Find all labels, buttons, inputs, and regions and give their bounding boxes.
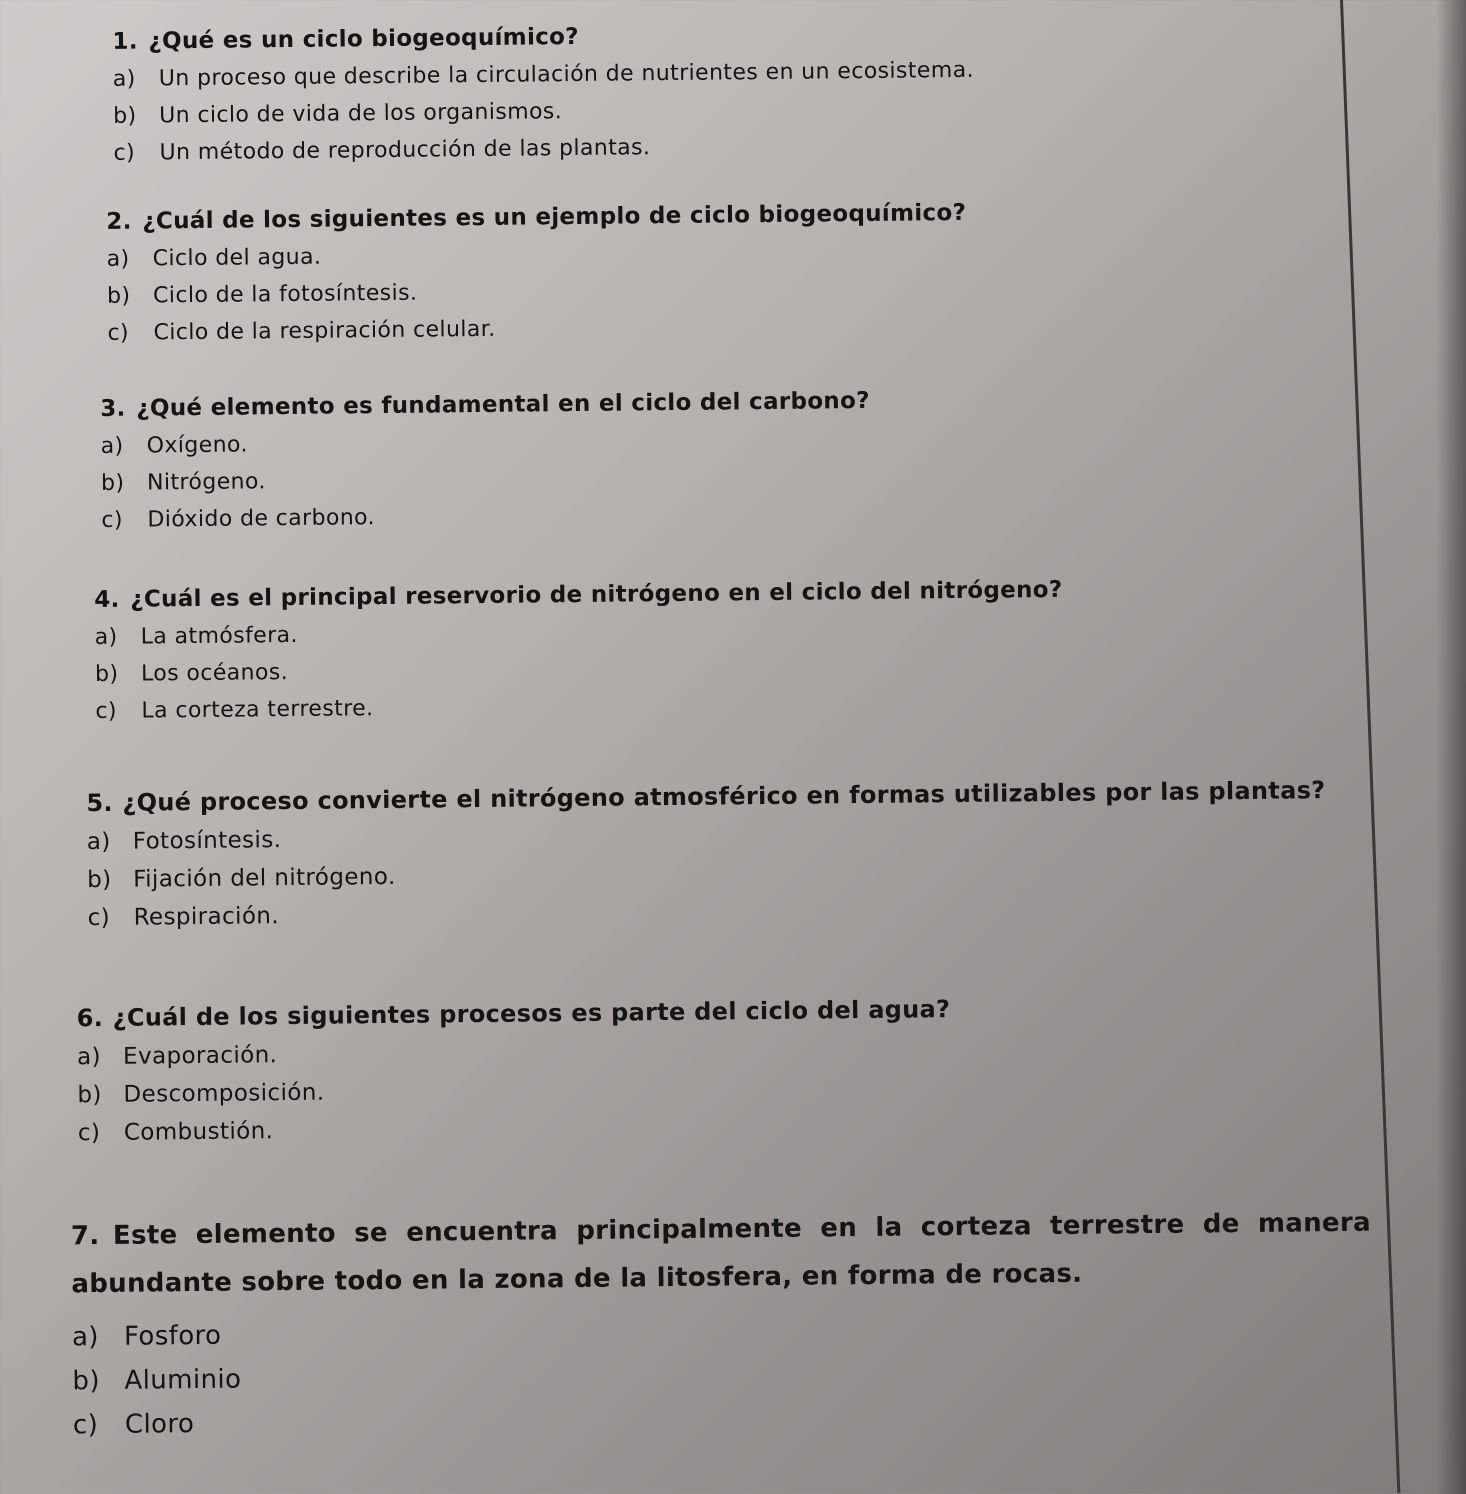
option-letter: c) [77,1120,101,1147]
option-letter: a) [94,624,118,651]
question-7-option-c [73,1397,1373,1441]
question-2-text: ¿Cuál de los siguientes es un ejemplo de ciclo biogeoquímico? [142,199,967,235]
question-5 [86,776,1326,931]
question-7-title [71,1199,1372,1309]
option-text: Ciclo de la fotosíntesis. [152,280,418,309]
option-text: Cloro [124,1409,195,1440]
option-text: Los océanos. [140,660,289,687]
question-3-option-c [101,500,871,533]
option-letter: a) [76,1044,102,1071]
option-text: La atmósfera. [140,622,299,650]
question-1-text: ¿Qué es un ciclo biogeoquímico? [148,23,579,55]
question-3-option-b [101,463,871,496]
option-letter: c) [95,698,118,725]
question-6-option-c [78,1111,952,1146]
option-letter: b) [72,1366,101,1397]
question-4-text: ¿Cuál es el principal reservorio de nitrógeno en el ciclo del nitrógeno? [130,576,1063,613]
option-letter: b) [113,103,137,129]
question-6-number: 6. [76,1003,104,1033]
option-letter: b) [87,866,112,894]
option-letter: b) [106,283,131,309]
question-1-option-a [113,58,974,92]
question-7-option-b [72,1353,1372,1397]
option-letter: b) [77,1081,102,1109]
option-text: Fotosíntesis. [132,827,282,855]
option-letter: c) [113,140,136,166]
question-4-title [94,577,1062,613]
option-text: Evaporación. [122,1042,278,1070]
question-7-number: 7. [70,1221,100,1252]
question-7 [71,1199,1373,1441]
option-letter: a) [71,1322,100,1353]
question-6 [77,995,952,1146]
question-6-option-a [77,1035,951,1070]
option-text: Oxígeno. [146,432,248,459]
option-text: Respiración. [133,903,280,931]
option-letter: a) [106,246,130,272]
option-text: Descomposición. [123,1079,325,1108]
question-1-option-c [113,132,974,166]
option-text: Ciclo del agua. [152,244,322,272]
question-2 [106,200,967,346]
question-5-title [86,776,1325,817]
option-letter: c) [87,904,111,932]
option-letter: a) [86,828,111,856]
question-3-option-a [101,426,871,459]
question-6-option-b [77,1073,951,1108]
question-7-text: Este elemento se encuentra principalmente en la corteza terrestre de manera abundante sobre todo en la zona de la litosfera, en forma de rocas. [71,1207,1372,1300]
option-letter: b) [94,661,119,688]
question-2-option-b [107,275,967,309]
option-letter: c) [101,507,124,533]
question-1-number: 1. [112,28,138,55]
option-letter: a) [100,433,124,459]
question-5-option-b [87,854,1326,893]
option-text: La corteza terrestre. [141,696,374,724]
option-text: Combustión. [123,1118,274,1146]
question-6-title [77,995,951,1032]
option-letter: c) [72,1410,99,1441]
option-text: Un proceso que describe la circulación de nutrientes en un ecosistema. [158,57,975,92]
option-text: Fijación del nitrógeno. [133,863,396,893]
question-4-option-a [95,615,1063,650]
question-2-option-c [107,312,967,346]
option-text: Dióxido de carbono. [147,505,376,533]
question-5-text: ¿Qué proceso convierte el nitrógeno atmosférico en formas utilizables por las plantas? [122,776,1326,817]
option-letter: a) [112,66,136,92]
question-4-option-c [95,689,1063,724]
option-text: Un ciclo de vida de los organismos. [159,99,563,129]
option-letter: b) [100,470,125,496]
question-1 [112,20,975,166]
question-1-title [112,20,973,55]
question-3-text: ¿Qué elemento es fundamental en el ciclo del carbono? [136,387,870,422]
question-4-number: 4. [94,586,120,614]
question-2-title [106,200,966,235]
question-5-option-a [87,816,1326,855]
option-text: Fosforo [123,1320,222,1352]
question-4 [94,577,1064,724]
option-text: Nitrógeno. [146,469,266,496]
option-text: Aluminio [124,1364,242,1396]
question-6-text: ¿Cuál de los siguientes procesos es parte del ciclo del agua? [112,995,951,1032]
question-3-number: 3. [100,395,126,422]
question-2-number: 2. [106,208,132,235]
question-7-option-a [72,1309,1372,1353]
option-text: Ciclo de la respiración celular. [153,316,496,346]
option-letter: c) [107,320,130,346]
option-text: Un método de reproducción de las plantas. [159,135,651,166]
question-1-option-b [113,95,974,129]
question-3 [100,388,871,533]
question-4-option-b [95,652,1063,687]
question-3-title [100,388,870,422]
question-5-number: 5. [86,788,113,818]
question-5-option-c [87,892,1326,931]
question-2-option-a [107,238,967,272]
